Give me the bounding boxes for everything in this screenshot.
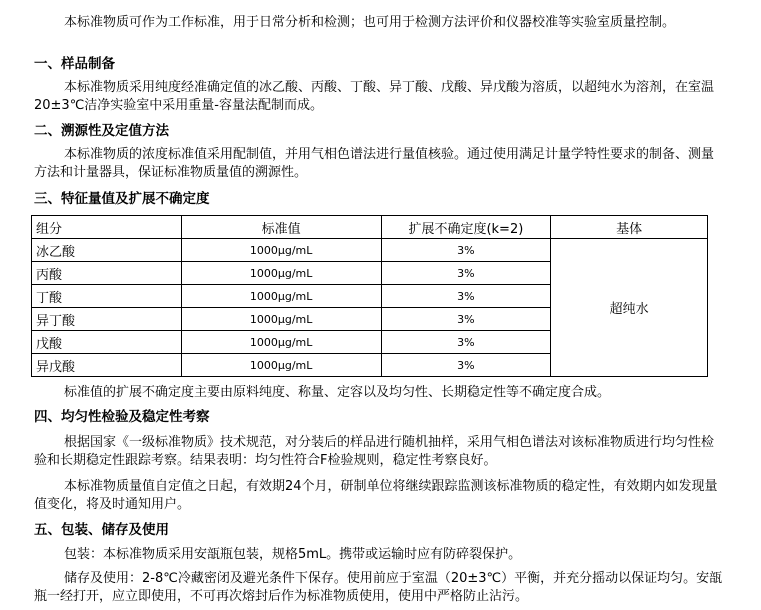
table-row xyxy=(32,239,708,262)
component-name: 戊酸 xyxy=(32,331,182,354)
header-standard-value: 标准值 xyxy=(181,216,381,239)
spec-table xyxy=(31,215,708,377)
component-name: 丁酸 xyxy=(32,285,182,308)
section-4-heading: 四、均匀性检验及稳定性考察 xyxy=(34,409,210,425)
component-name: 异丁酸 xyxy=(32,308,182,331)
uncertainty-value: 3% xyxy=(381,308,551,331)
table-header-row xyxy=(32,216,708,239)
uncertainty-value: 3% xyxy=(381,331,551,354)
header-uncertainty: 扩展不确定度(k=2) xyxy=(381,216,551,239)
uncertainty-value: 3% xyxy=(381,285,551,308)
component-name: 冰乙酸 xyxy=(32,239,182,262)
section-5-packaging: 包装：本标准物质采用安瓿瓶包装，规格5mL。携带或运输时应有防碎裂保护。 xyxy=(64,547,522,562)
standard-value: 1000μg/mL xyxy=(181,308,381,331)
standard-value: 1000μg/mL xyxy=(181,354,381,377)
header-component: 组分 xyxy=(32,216,182,239)
standard-value: 1000μg/mL xyxy=(181,262,381,285)
section-5-heading: 五、包装、储存及使用 xyxy=(34,522,169,538)
section-2-body: 本标准物质的浓度标准值采用配制值，并用气相色谱法进行量值核验。通过使用满足计量学特性要求的制备、测量方法和计量器具，保证标准物质量值的溯源性。 xyxy=(34,147,715,180)
section-1-body: 本标准物质采用纯度经准确定值的冰乙酸、丙酸、丁酸、异丁酸、戊酸、异戊酸为溶质，以超纯水为溶剂，在室温20±3℃洁净实验室中采用重量-容量法配制而成。 xyxy=(34,80,715,113)
header-matrix: 基体 xyxy=(551,216,708,239)
intro-paragraph: 本标准物质可作为工作标准，用于日常分析和检测；也可用于检测方法评价和仪器校准等实验室质量控制。 xyxy=(64,15,676,30)
section-2-heading: 二、溯源性及定值方法 xyxy=(34,123,169,139)
component-name: 异戊酸 xyxy=(32,354,182,377)
matrix-cell: 超纯水 xyxy=(551,239,708,377)
uncertainty-value: 3% xyxy=(381,239,551,262)
section-3-heading: 三、特征量值及扩展不确定度 xyxy=(34,191,210,207)
uncertainty-note: 标准值的扩展不确定度主要由原料纯度、称量、定容以及均匀性、长期稳定性等不确定度合成。 xyxy=(64,385,611,400)
standard-value: 1000μg/mL xyxy=(181,285,381,308)
standard-value: 1000μg/mL xyxy=(181,331,381,354)
standard-value: 1000μg/mL xyxy=(181,239,381,262)
uncertainty-value: 3% xyxy=(381,354,551,377)
uncertainty-value: 3% xyxy=(381,262,551,285)
component-name: 丙酸 xyxy=(32,262,182,285)
section-4-paragraph-2: 本标准物质量值自定值之日起，有效期24个月，研制单位将继续跟踪监测该标准物质的稳定性，有效期内如发现量值变化，将及时通知用户。 xyxy=(34,479,718,512)
section-4-paragraph-1: 根据国家《一级标准物质》技术规范，对分装后的样品进行随机抽样，采用气相色谱法对该标准物质进行均匀性检验和长期稳定性跟踪考察。结果表明：均匀性符合F检验规则，稳定性考察良好。 xyxy=(34,435,715,468)
section-1-heading: 一、样品制备 xyxy=(34,56,115,72)
section-5-storage: 储存及使用：2-8℃冷藏密闭及避光条件下保存。使用前应于室温（20±3℃）平衡，并充分摇动以保证均匀。安瓿瓶一经打开，应立即使用，不可再次熔封后作为标准物质使用，使用中严格防止沾污。 xyxy=(34,571,723,604)
